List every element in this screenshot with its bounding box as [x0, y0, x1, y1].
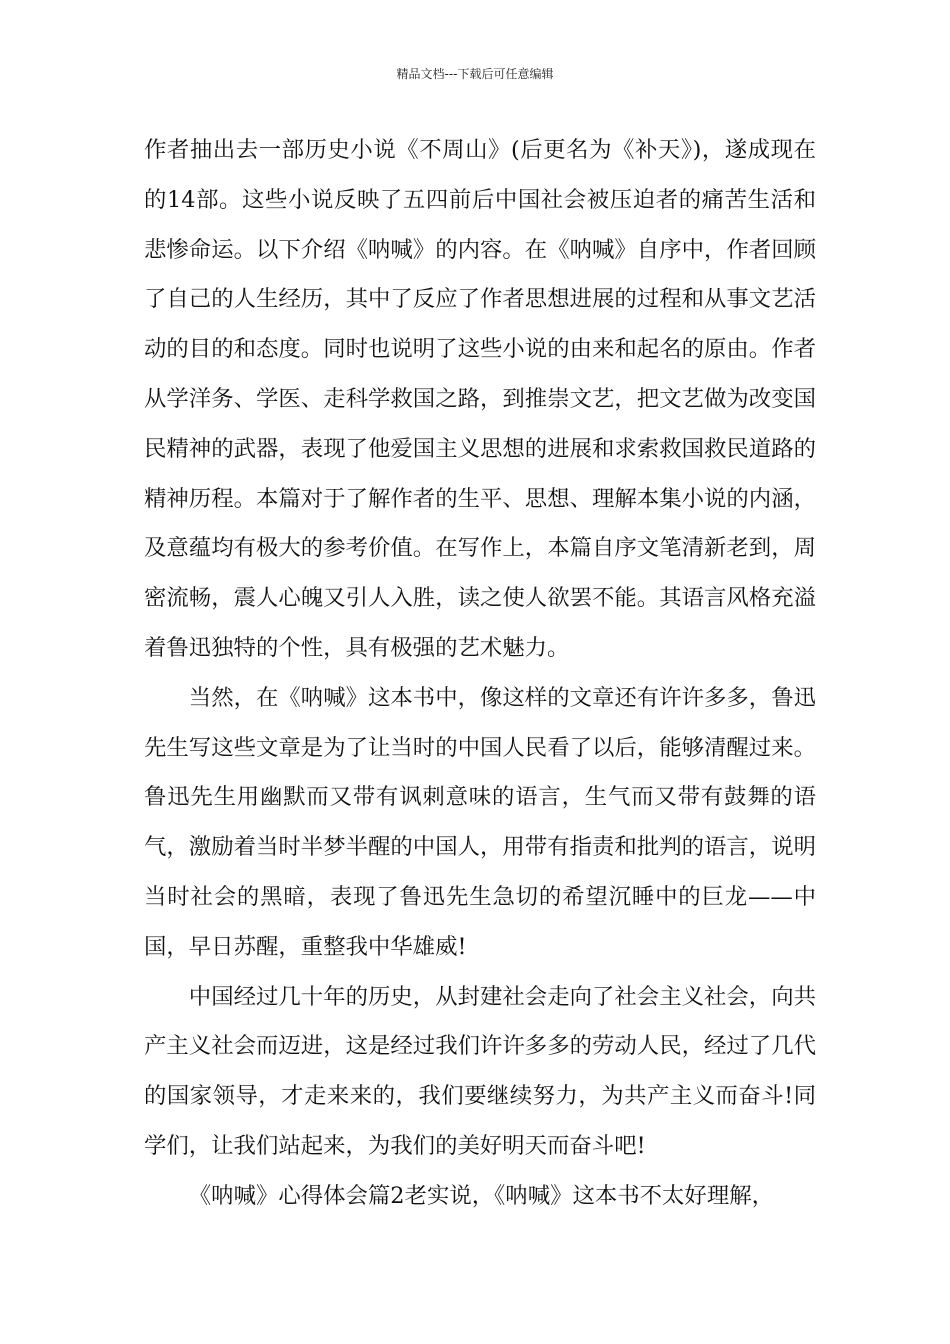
- paragraph-3: 中国经过几十年的历史，从封建社会走向了社会主义社会，向共产主义社会而迈进，这是经过我们许许多多的劳动人民，经过了几代的国家领导，才走来来的，我们要继续努力，为共产主义而奋斗!同学们，让我们站起来，为我们的美好明天而奋斗吧!: [144, 983, 816, 1159]
- document-body: [144, 126, 816, 1222]
- page-header: 精品文档---下载后可任意编辑: [396, 67, 554, 81]
- paragraph-1: 作者抽出去一部历史小说《不周山》(后更名为《补天》)，遂成现在的14部。这些小说反映了五四前后中国社会被压迫者的痛苦生活和悲惨命运。以下介绍《呐喊》的内容。在《呐喊》自序中，作者回顾了自己的人生经历，其中了反应了作者思想进展的过程和从事文艺活动的目的和态度。同时也说明了这些小说的由来和起名的原由。作者从学洋务、学医、走科学救国之路，到推崇文艺，把文艺做为改变国民精神的武器，表现了他爱国主义思想的进展和求索救国救民道路的精神历程。本篇对于了解作者的生平、思想、理解本集小说的内涵，及意蕴均有极大的参考价值。在写作上，本篇自序文笔清新老到，周密流畅，震人心魄又引人入胜，读之使人欲罢不能。其语言风格充溢着鲁迅独特的个性，具有极强的艺术魅力。: [144, 137, 816, 661]
- paragraph-4: 《呐喊》心得体会篇2老实说，《呐喊》这本书不太好理解，: [188, 1182, 774, 1209]
- paragraph-2: 当然，在《呐喊》这本书中，像这样的文章还有许许多多，鲁迅先生写这些文章是为了让当时的中国人民看了以后，能够清醒过来。鲁迅先生用幽默而又带有讽刺意味的语言，生气而又带有鼓舞的语气，激励着当时半梦半醒的中国人，用带有指责和批判的语言，说明当时社会的黑暗，表现了鲁迅先生急切的希望沉睡中的巨龙——中国，早日苏醒，重整我中华雄威!: [144, 684, 816, 960]
